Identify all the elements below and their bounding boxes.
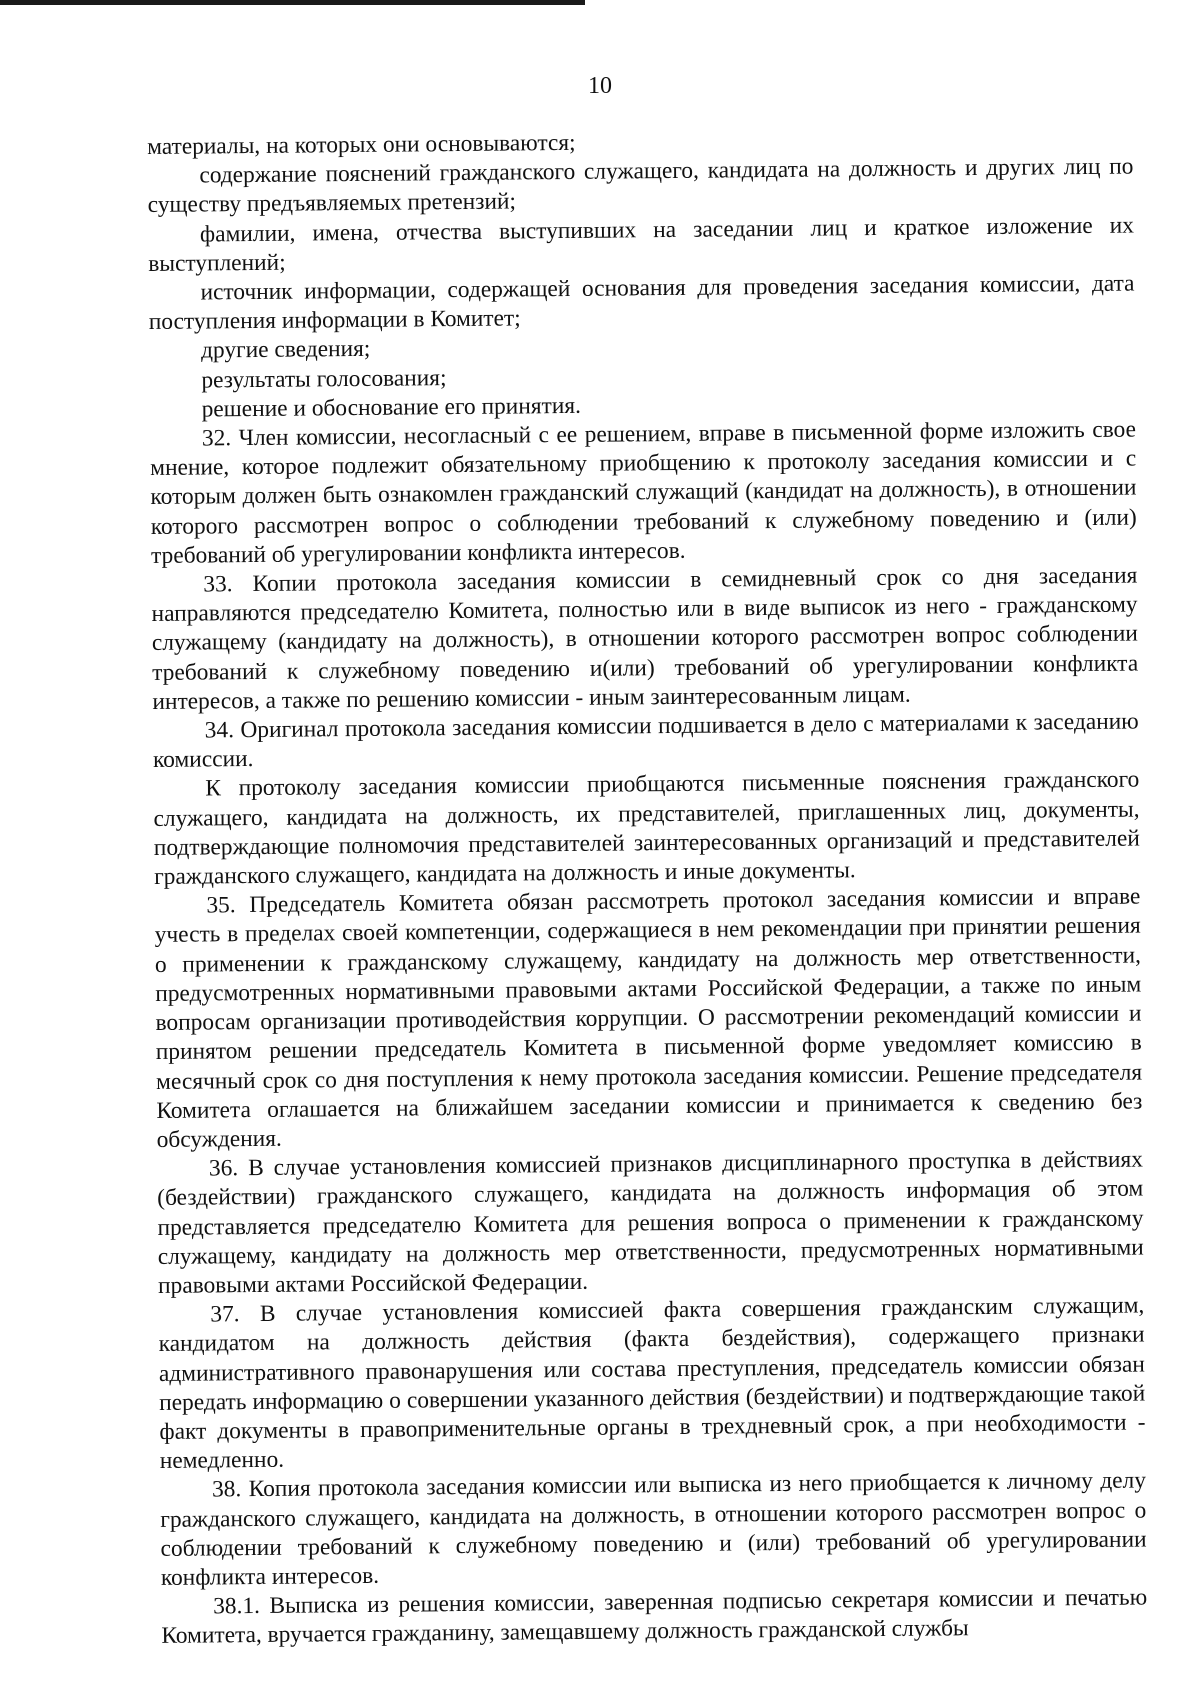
paragraph-item-32: 32. Член комиссии, несогласный с ее решением, вправе в письменной форме изложить свое мнение, которое подлежит обязательному приобщению к протоколу заседания комиссии и с которым должен быть ознакомлен гражданский служащий (кандидат на должность), в отношении которого рассмотрен вопрос о соблюдении требований к служебному поведению и (или) требований об урегулировании конфликта интересов.	[150, 416, 1137, 569]
paragraph-item-35: 35. Председатель Комитета обязан рассмотреть протокол заседания комиссии и вправе учесть в пределах своей компетенции, содержащиеся в нем рекомендации при принятии решения о применении к гражданскому служащему, кандидату на должность мер ответственности, предусмотренных нормативными правовыми актами Российской Федерации, а также по иным вопросам организации противодействия коррупции. О рассмотрении рекомендаций комиссии и принятом решении председатель Комитета в письменной форме уведомляет комиссию в месячный срок со дня поступления к нему протокола заседания комиссии. Решение председателя Комитета оглашается на ближайшем заседании комиссии и принимается к сведению без обсуждения.	[154, 883, 1143, 1153]
paragraph-item-34: 34. Оригинал протокола заседания комиссии подшивается в дело с материалами к заседанию комиссии.	[152, 708, 1139, 774]
paragraph-2: содержание пояснений гражданского служащего, кандидата на должность и других лиц по существу предъявляемых претензий;	[147, 153, 1134, 219]
scan-edge-bar	[0, 0, 585, 5]
paragraph-item-33: 33. Копии протокола заседания комиссии в семидневный срок со дня заседания направляются председателю Комитета, полностью или в виде выписок из него - гражданскому служащему (кандидату на должность), в отношении которого рассмотрен вопрос соблюдении требований к служебному поведению и(или) требований об урегулировании конфликта интересов, а также по решению комиссии - иным заинтересованным лицам.	[151, 562, 1139, 715]
paragraph-3: фамилии, имена, отчества выступивших на заседании лиц и краткое изложение их выступлений;	[148, 212, 1135, 277]
paragraph-item-34-continuation: К протоколу заседания комиссии приобщаются письменные пояснения гражданского служащего, кандидата на должность, их представителей, приглашенных лиц, документы, подтверждающие полномочия представителей заинтересованных организаций и представителей гражданского служащего, кандидата на должность и иные документы.	[153, 766, 1140, 891]
paragraph-item-38-1: 38.1. Выписка из решения комиссии, заверенная подписью секретаря комиссии и печатью Комитета, вручается гражданину, замещавшему должность гражданской службы	[161, 1584, 1148, 1650]
page-number: 10	[588, 73, 612, 99]
paragraph-item-38: 38. Копия протокола заседания комиссии или выписка из него приобщается к личному делу гражданского служащего, кандидата на должность, в отношении которого рассмотрен вопрос о соблюдении требований к служебному поведению и (или) требований об урегулировании конфликта интересов.	[160, 1467, 1147, 1591]
paragraph-item-37: 37. В случае установления комиссией факта совершения гражданским служащим, кандидатом на должность действия (факта бездействия), содержащего признаки административного правонарушения или состава преступления, председатель комиссии обязан передать информацию о совершении указанного действия (бездействии) и подтверждающие такой факт документы в правоприменительные органы в трехдневный срок, а при необходимости - немедленно.	[158, 1292, 1146, 1475]
document-body	[147, 124, 1148, 1652]
paragraph-7: решение и обоснование его принятия.	[201, 392, 582, 423]
paragraph-5: другие сведения;	[200, 336, 371, 364]
paragraph-1: материалы, на которых они основываются;	[147, 129, 576, 160]
paragraph-4: источник информации, содержащей основания для проведения заседания комиссии, дата поступления информации в Комитет;	[148, 270, 1135, 336]
paragraph-item-36: 36. В случае установления комиссией признаков дисциплинарного проступка в действиях (бездействии) гражданского служащего, кандидата на должность информация об этом представляется председателю Комитета для решения вопроса о применении к гражданскому служащему, кандидату на должность мер ответственности, предусмотренных нормативными правовыми актами Российской Федерации.	[157, 1146, 1144, 1299]
paragraph-6: результаты голосования;	[201, 364, 447, 394]
